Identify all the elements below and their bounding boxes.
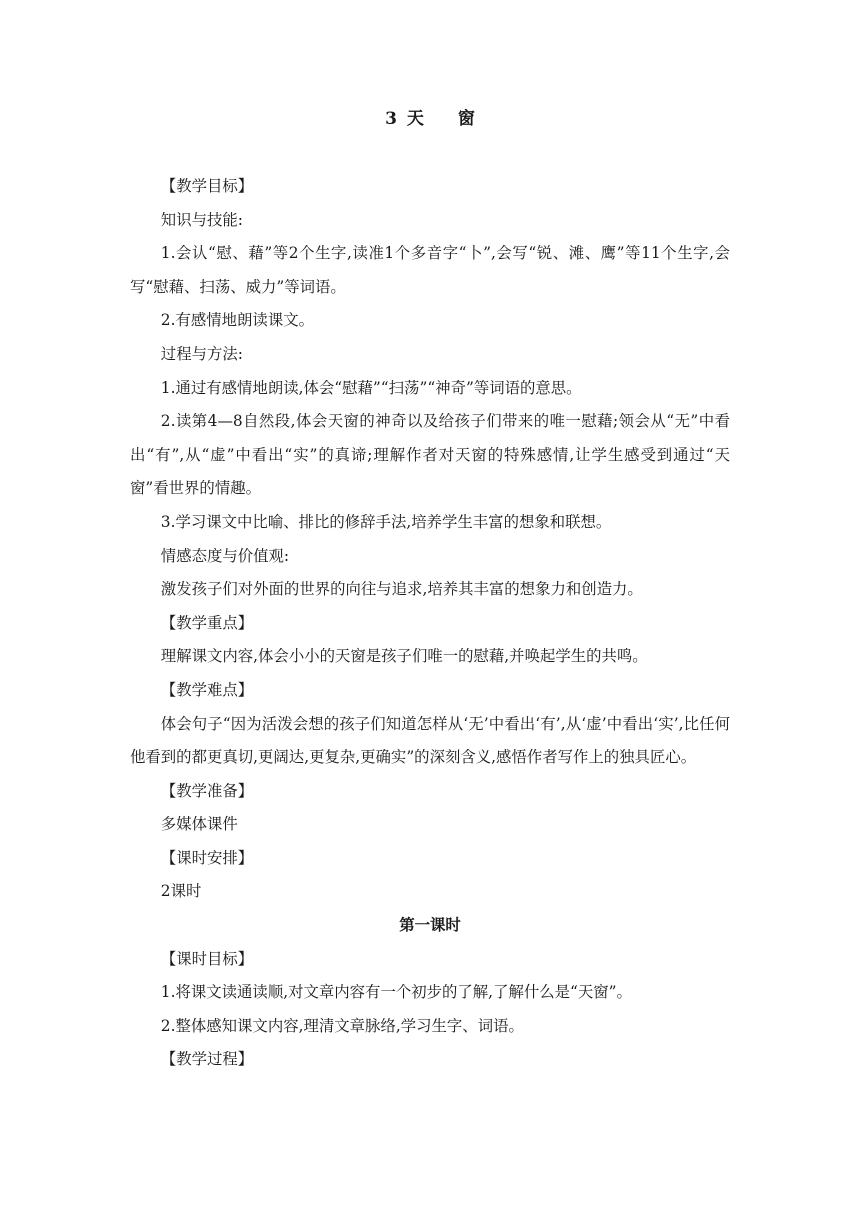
paragraph: 体会句子“因为活泼会想的孩子们知道怎样从‘无’中看出‘有’,从‘虚’中看出‘实’,比任何他看到的都更真切,更阔达,更复杂,更确实”的深刻含义,感悟作者写作上的独具匠心。 bbox=[130, 714, 730, 767]
subheading-knowledge-skills: 知识与技能: bbox=[160, 210, 243, 229]
paragraph: 2课时 bbox=[160, 882, 202, 901]
subheading-emotion-values: 情感态度与价值观: bbox=[160, 546, 290, 565]
title-char-2: 窗 bbox=[457, 109, 475, 129]
paragraph: 1.会认“慰、藉”等2个生字,读准1个多音字“卜”,会写“锐、滩、鹰”等11个生字,会写“慰藉、扫荡、威力”等词语。 bbox=[130, 244, 730, 296]
heading-teaching-difficulty: 【教学难点】 bbox=[160, 680, 254, 699]
paragraph: 激发孩子们对外面的世界的向往与追求,培养其丰富的想象力和创造力。 bbox=[160, 580, 643, 599]
document-body bbox=[130, 170, 730, 1077]
paragraph: 2.整体感知课文内容,理清文章脉络,学习生字、词语。 bbox=[160, 1016, 524, 1035]
subheading-process-methods: 过程与方法: bbox=[160, 344, 243, 363]
paragraph: 1.将课文读通读顺,对文章内容有一个初步的了解,了解什么是“天窗”。 bbox=[160, 983, 632, 1002]
section-title-first-lesson: 第一课时 bbox=[399, 916, 461, 935]
heading-teaching-process: 【教学过程】 bbox=[160, 1050, 254, 1069]
heading-lesson-schedule: 【课时安排】 bbox=[160, 848, 254, 867]
title-char-1: 天 bbox=[406, 109, 424, 129]
paragraph: 理解课文内容,体会小小的天窗是孩子们唯一的慰藉,并唤起学生的共鸣。 bbox=[160, 647, 648, 666]
heading-teaching-focus: 【教学重点】 bbox=[160, 613, 254, 632]
heading-lesson-objectives: 【课时目标】 bbox=[160, 949, 254, 968]
heading-teaching-preparation: 【教学准备】 bbox=[160, 781, 254, 800]
paragraph: 3.学习课文中比喻、排比的修辞手法,培养学生丰富的想象和联想。 bbox=[160, 512, 612, 531]
lesson-number: 3 bbox=[385, 109, 397, 129]
paragraph: 2.读第4—8自然段,体会天窗的神奇以及给孩子们带来的唯一慰藉;领会从“无”中看出“有”,从“虚”中看出“实”的真谛;理解作者对天窗的特殊感情,让学生感受到通过“天窗”看世界的情趣。 bbox=[130, 412, 730, 498]
lesson-title bbox=[0, 104, 860, 129]
heading-teaching-objectives: 【教学目标】 bbox=[160, 177, 254, 195]
paragraph: 多媒体课件 bbox=[160, 815, 238, 834]
paragraph: 1.通过有感情地朗读,体会“慰藉”“扫荡”“神奇”等词语的意思。 bbox=[160, 378, 582, 397]
paragraph: 2.有感情地朗读课文。 bbox=[160, 311, 314, 330]
